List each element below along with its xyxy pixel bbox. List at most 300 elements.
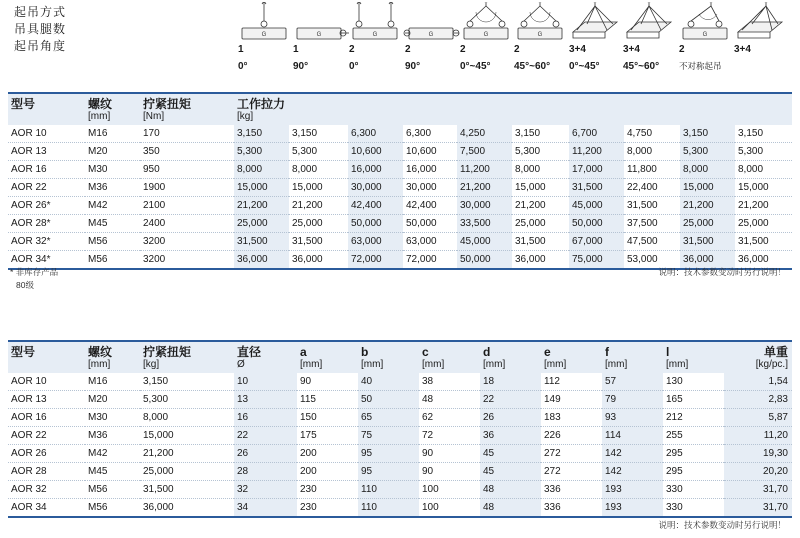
table-cell: 15,000 [512, 179, 569, 197]
table-cell: 48 [419, 391, 480, 409]
table-cell: 38 [419, 373, 480, 391]
table-cell: 6,700 [569, 125, 624, 143]
table-cell: 1,54 [724, 373, 792, 391]
model-cell: AOR 32 [8, 481, 85, 499]
svg-text:G: G [316, 32, 322, 38]
table-cell: 230 [297, 499, 358, 518]
table-cell: 31,500 [624, 197, 680, 215]
config-angle: 45°~60° [623, 61, 660, 72]
table-cell: 21,200 [735, 197, 792, 215]
table-cell: 7,500 [457, 143, 512, 161]
config-legs: 3+4 [734, 44, 751, 55]
footnote-stock: * 非库存产品 [10, 267, 59, 277]
table-cell: 45 [480, 463, 541, 481]
config-legs: 2 [349, 44, 355, 55]
table-cell: 42,400 [348, 197, 403, 215]
table-cell: 45,000 [457, 233, 512, 251]
col-f: f [605, 345, 609, 359]
load-capacity-table [8, 92, 792, 270]
table-cell: 2100 [140, 197, 234, 215]
table1-note: 说明：技术参数变动时另行说明！ [658, 267, 786, 277]
footnote-grade: 80级 [16, 280, 34, 290]
svg-text:G: G [702, 32, 708, 38]
table-cell: 5,300 [289, 143, 348, 161]
config-column [512, 2, 570, 72]
table-row [8, 125, 792, 143]
table-cell: 255 [663, 427, 724, 445]
table-cell: 3200 [140, 233, 234, 251]
table-cell: 31,500 [140, 481, 234, 499]
table-row [8, 409, 792, 427]
table-row [8, 197, 792, 215]
table-cell: 33,500 [457, 215, 512, 233]
table-cell: 26 [480, 409, 541, 427]
model-cell: AOR 22 [8, 179, 85, 197]
table-cell: 20,20 [724, 463, 792, 481]
table2-note: 说明：技术参数变动时另行说明！ [658, 520, 786, 530]
table-cell: 6,300 [403, 125, 457, 143]
config-legs: 1 [293, 44, 299, 55]
single-leg-vertical-icon [236, 2, 294, 42]
table-cell: 175 [297, 427, 358, 445]
table-cell: M45 [85, 463, 140, 481]
model-cell: AOR 26* [8, 197, 85, 215]
lift-angle-label: 起吊角度 [14, 39, 67, 53]
table-cell: 40 [358, 373, 419, 391]
table-cell: 31,500 [289, 233, 348, 251]
table-cell: 200 [297, 445, 358, 463]
config-column [677, 2, 735, 72]
two-leg-angled-60-icon [512, 2, 570, 42]
table-cell: 22,400 [624, 179, 680, 197]
table-cell: 90 [419, 463, 480, 481]
table-cell: 4,750 [624, 125, 680, 143]
table-cell: 30,000 [348, 179, 403, 197]
config-column [291, 2, 349, 72]
table-cell: 100 [419, 499, 480, 518]
table-cell: 21,200 [140, 445, 234, 463]
table-cell: M56 [85, 251, 140, 270]
table-cell: M36 [85, 179, 140, 197]
table-cell: 8,000 [140, 409, 234, 427]
table-cell: 45 [480, 445, 541, 463]
dimension-table [8, 340, 792, 518]
col-wll-unit: [kg] [237, 111, 254, 122]
table-cell: 5,300 [512, 143, 569, 161]
table-cell: 3,150 [140, 373, 234, 391]
table-cell: 100 [419, 481, 480, 499]
table-cell: M56 [85, 499, 140, 518]
table-cell: 193 [602, 481, 663, 499]
table-cell: 21,200 [457, 179, 512, 197]
col-e: e [544, 345, 551, 359]
svg-text:G: G [483, 32, 489, 38]
table-cell: 8,000 [624, 143, 680, 161]
table-cell: 30,000 [403, 179, 457, 197]
table-cell: 2400 [140, 215, 234, 233]
table-cell: 25,000 [680, 215, 735, 233]
table-cell: 31,500 [680, 233, 735, 251]
config-column [458, 2, 516, 72]
table-cell: 21,200 [289, 197, 348, 215]
config-angle: 90° [293, 61, 309, 72]
config-legs: 3+4 [623, 44, 640, 55]
table-cell: 15,000 [680, 179, 735, 197]
col-f-unit: [mm] [605, 359, 628, 370]
table-cell: 90 [297, 373, 358, 391]
table-cell: 142 [602, 445, 663, 463]
table-cell: 330 [663, 481, 724, 499]
table-cell: 11,20 [724, 427, 792, 445]
table-cell: 115 [297, 391, 358, 409]
table-row [8, 391, 792, 409]
table-cell: 32 [234, 481, 297, 499]
table-cell: M42 [85, 197, 140, 215]
table-cell: 21,200 [512, 197, 569, 215]
table-cell: 47,500 [624, 233, 680, 251]
table-cell: 15,000 [289, 179, 348, 197]
table-cell: 295 [663, 445, 724, 463]
table-cell: 15,000 [140, 427, 234, 445]
config-angle: 45°~60° [514, 61, 551, 72]
table-cell: 95 [358, 445, 419, 463]
table-row [8, 215, 792, 233]
table-cell: 16,000 [403, 161, 457, 179]
table-cell: 272 [541, 445, 602, 463]
model-cell: AOR 34 [8, 499, 85, 518]
table-cell: M42 [85, 445, 140, 463]
two-leg-vertical-icon [347, 2, 405, 42]
col-weight-unit: [kg/pc.] [755, 359, 788, 370]
table-cell: 110 [358, 481, 419, 499]
table-cell: M16 [85, 373, 140, 391]
table-cell: 8,000 [289, 161, 348, 179]
svg-text:G: G [537, 32, 543, 38]
col-l-unit: [mm] [666, 359, 689, 370]
col-diameter: 直径 [237, 345, 262, 359]
leg-count-label: 吊具腿数 [14, 22, 67, 36]
col-wll: 工作拉力 [237, 97, 286, 111]
config-legs: 2 [405, 44, 411, 55]
table-cell: 16 [234, 409, 297, 427]
table-cell: 149 [541, 391, 602, 409]
table-cell: 8,000 [735, 161, 792, 179]
model-cell: AOR 16 [8, 161, 85, 179]
col-thread-unit: [mm] [88, 359, 111, 370]
table-cell: 48 [480, 499, 541, 518]
table-cell: 16,000 [348, 161, 403, 179]
table-cell: 142 [602, 463, 663, 481]
table-cell: M56 [85, 481, 140, 499]
config-legs: 2 [514, 44, 520, 55]
table-cell: 67,000 [569, 233, 624, 251]
model-cell: AOR 22 [8, 427, 85, 445]
table-cell: 330 [663, 499, 724, 518]
col-model: 型号 [11, 345, 36, 359]
table-header-row [8, 340, 792, 373]
svg-text:G: G [428, 32, 434, 38]
model-cell: AOR 10 [8, 373, 85, 391]
single-leg-side-icon [291, 2, 349, 42]
table-cell: 50 [358, 391, 419, 409]
table-cell: 5,300 [735, 143, 792, 161]
model-cell: AOR 26 [8, 445, 85, 463]
table-cell: 95 [358, 463, 419, 481]
table-cell: 25,000 [140, 463, 234, 481]
table-cell: 110 [358, 499, 419, 518]
model-cell: AOR 32* [8, 233, 85, 251]
config-legs: 3+4 [569, 44, 586, 55]
table-cell: 21,200 [680, 197, 735, 215]
table-cell: 183 [541, 409, 602, 427]
table-row [8, 463, 792, 481]
table-cell: 212 [663, 409, 724, 427]
table-cell: 10,600 [403, 143, 457, 161]
table-cell: 36 [480, 427, 541, 445]
table-cell: 25,000 [234, 215, 289, 233]
table-row [8, 233, 792, 251]
table-cell: M20 [85, 391, 140, 409]
table-cell: 5,300 [680, 143, 735, 161]
table-cell: 230 [297, 481, 358, 499]
table-cell: 5,300 [234, 143, 289, 161]
config-header-labels [14, 4, 66, 55]
col-thread: 螺纹 [88, 97, 113, 111]
table-cell: 3,150 [735, 125, 792, 143]
table-cell: 31,70 [724, 499, 792, 518]
four-leg-angled-60-icon [621, 2, 679, 42]
table-cell: M36 [85, 427, 140, 445]
col-b: b [361, 345, 369, 359]
table-cell: 22 [234, 427, 297, 445]
table-cell: 28 [234, 463, 297, 481]
table-row [8, 179, 792, 197]
table-cell: 3,150 [289, 125, 348, 143]
table-cell: 36,000 [512, 251, 569, 270]
table1-footnotes [10, 266, 58, 292]
table-cell: 170 [140, 125, 234, 143]
col-torque: 拧紧扭矩 [143, 97, 192, 111]
table-cell: 165 [663, 391, 724, 409]
table-cell: M56 [85, 233, 140, 251]
table-cell: 295 [663, 463, 724, 481]
lift-method-label: 起吊方式 [14, 5, 67, 19]
table-cell: 25,000 [289, 215, 348, 233]
col-d: d [483, 345, 491, 359]
table-cell: 3,150 [680, 125, 735, 143]
table-cell: 72 [419, 427, 480, 445]
table-cell: 72,000 [348, 251, 403, 270]
table-cell: M30 [85, 161, 140, 179]
table-cell: 130 [663, 373, 724, 391]
table-cell: 36,000 [735, 251, 792, 270]
table-row [8, 481, 792, 499]
table-cell: 31,500 [512, 233, 569, 251]
table-cell: 79 [602, 391, 663, 409]
col-diameter-unit: Ø [237, 359, 245, 370]
table-cell: 65 [358, 409, 419, 427]
four-leg-asymmetric-icon [732, 2, 790, 42]
table-cell: 114 [602, 427, 663, 445]
table-cell: 31,500 [234, 233, 289, 251]
table-cell: 18 [480, 373, 541, 391]
table-cell: 90 [419, 445, 480, 463]
model-cell: AOR 10 [8, 125, 85, 143]
table-cell: 31,500 [735, 233, 792, 251]
col-d-unit: [mm] [483, 359, 506, 370]
table-cell: 10,600 [348, 143, 403, 161]
table-cell: 50,000 [569, 215, 624, 233]
config-column [347, 2, 405, 72]
two-leg-angled-45-icon [458, 2, 516, 42]
table-cell: 37,500 [624, 215, 680, 233]
col-c: c [422, 345, 429, 359]
table-row [8, 445, 792, 463]
table-cell: 350 [140, 143, 234, 161]
table-cell: 62 [419, 409, 480, 427]
table-cell: 226 [541, 427, 602, 445]
table-cell: M16 [85, 125, 140, 143]
table-cell: 75,000 [569, 251, 624, 270]
col-thread: 螺纹 [88, 345, 113, 359]
table-cell: 19,30 [724, 445, 792, 463]
model-cell: AOR 28* [8, 215, 85, 233]
table-cell: 8,000 [680, 161, 735, 179]
table-cell: 2,83 [724, 391, 792, 409]
table-cell: M30 [85, 409, 140, 427]
table-cell: M45 [85, 215, 140, 233]
table-row [8, 427, 792, 445]
table-cell: 6,300 [348, 125, 403, 143]
config-legs: 2 [679, 44, 685, 55]
table-cell: 3,150 [234, 125, 289, 143]
table-cell: 36,000 [289, 251, 348, 270]
table-cell: 36,000 [140, 499, 234, 518]
four-leg-angled-45-icon [567, 2, 625, 42]
table-cell: 1900 [140, 179, 234, 197]
table-cell: 200 [297, 463, 358, 481]
table-cell: 272 [541, 463, 602, 481]
table-cell: 25,000 [735, 215, 792, 233]
table-cell: 42,400 [403, 197, 457, 215]
table-cell: 950 [140, 161, 234, 179]
table-cell: 31,500 [569, 179, 624, 197]
col-thread-unit: [mm] [88, 111, 111, 122]
table-cell: 75 [358, 427, 419, 445]
table-cell: 50,000 [403, 215, 457, 233]
table-cell: 53,000 [624, 251, 680, 270]
table-cell: 13 [234, 391, 297, 409]
table-cell: 45,000 [569, 197, 624, 215]
table-cell: 48 [480, 481, 541, 499]
table-cell: 336 [541, 481, 602, 499]
col-b-unit: [mm] [361, 359, 384, 370]
table-cell: 5,87 [724, 409, 792, 427]
config-legs: 1 [238, 44, 244, 55]
table-row [8, 143, 792, 161]
config-angle: 0° [349, 61, 359, 72]
table-cell: 8,000 [512, 161, 569, 179]
config-angle: 不对称起吊 [679, 61, 722, 71]
table-cell: M20 [85, 143, 140, 161]
table-cell: 193 [602, 499, 663, 518]
table-row [8, 161, 792, 179]
table-cell: 17,000 [569, 161, 624, 179]
table-cell: 50,000 [457, 251, 512, 270]
table-cell: 30,000 [457, 197, 512, 215]
asymmetric-lift-icon [677, 2, 735, 42]
config-angle: 90° [405, 61, 421, 72]
table-cell: 15,000 [234, 179, 289, 197]
table-cell: 36,000 [234, 251, 289, 270]
col-a-unit: [mm] [300, 359, 323, 370]
table-cell: 150 [297, 409, 358, 427]
table-cell: 11,200 [569, 143, 624, 161]
table-header-row [8, 92, 792, 125]
model-cell: AOR 13 [8, 391, 85, 409]
config-angle: 0°~45° [460, 61, 491, 72]
config-column [236, 2, 294, 72]
two-leg-side-icon [403, 2, 461, 42]
col-model: 型号 [11, 97, 36, 111]
config-column [732, 2, 790, 61]
table-cell: 8,000 [234, 161, 289, 179]
config-column [403, 2, 461, 72]
svg-text:G: G [372, 32, 378, 38]
col-torque-unit: [Nm] [143, 111, 165, 122]
table-cell: 3200 [140, 251, 234, 270]
col-e-unit: [mm] [544, 359, 567, 370]
table-cell: 21,200 [234, 197, 289, 215]
model-cell: AOR 16 [8, 409, 85, 427]
table-cell: 50,000 [348, 215, 403, 233]
col-torque-unit: [kg] [143, 359, 160, 370]
table-cell: 36,000 [680, 251, 735, 270]
table-cell: 25,000 [512, 215, 569, 233]
table-cell: 93 [602, 409, 663, 427]
table-row [8, 373, 792, 391]
table-cell: 11,800 [624, 161, 680, 179]
table-cell: 63,000 [348, 233, 403, 251]
table-cell: 5,300 [140, 391, 234, 409]
table-cell: 63,000 [403, 233, 457, 251]
col-torque: 拧紧扭矩 [143, 345, 192, 359]
model-cell: AOR 13 [8, 143, 85, 161]
table-cell: 11,200 [457, 161, 512, 179]
table-cell: 336 [541, 499, 602, 518]
table-cell: 72,000 [403, 251, 457, 270]
config-column [621, 2, 679, 72]
table-cell: 15,000 [735, 179, 792, 197]
table-cell: 4,250 [457, 125, 512, 143]
col-l: l [666, 345, 670, 359]
config-legs: 2 [460, 44, 466, 55]
col-weight: 单重 [763, 345, 788, 359]
table-cell: 57 [602, 373, 663, 391]
model-cell: AOR 28 [8, 463, 85, 481]
table-cell: 26 [234, 445, 297, 463]
model-cell: AOR 34* [8, 251, 85, 270]
table-cell: 34 [234, 499, 297, 518]
col-a: a [300, 345, 307, 359]
svg-text:G: G [261, 32, 267, 38]
table-cell: 112 [541, 373, 602, 391]
table-cell: 10 [234, 373, 297, 391]
table-row [8, 499, 792, 518]
col-c-unit: [mm] [422, 359, 445, 370]
config-angle: 0° [238, 61, 248, 72]
config-column [567, 2, 625, 72]
